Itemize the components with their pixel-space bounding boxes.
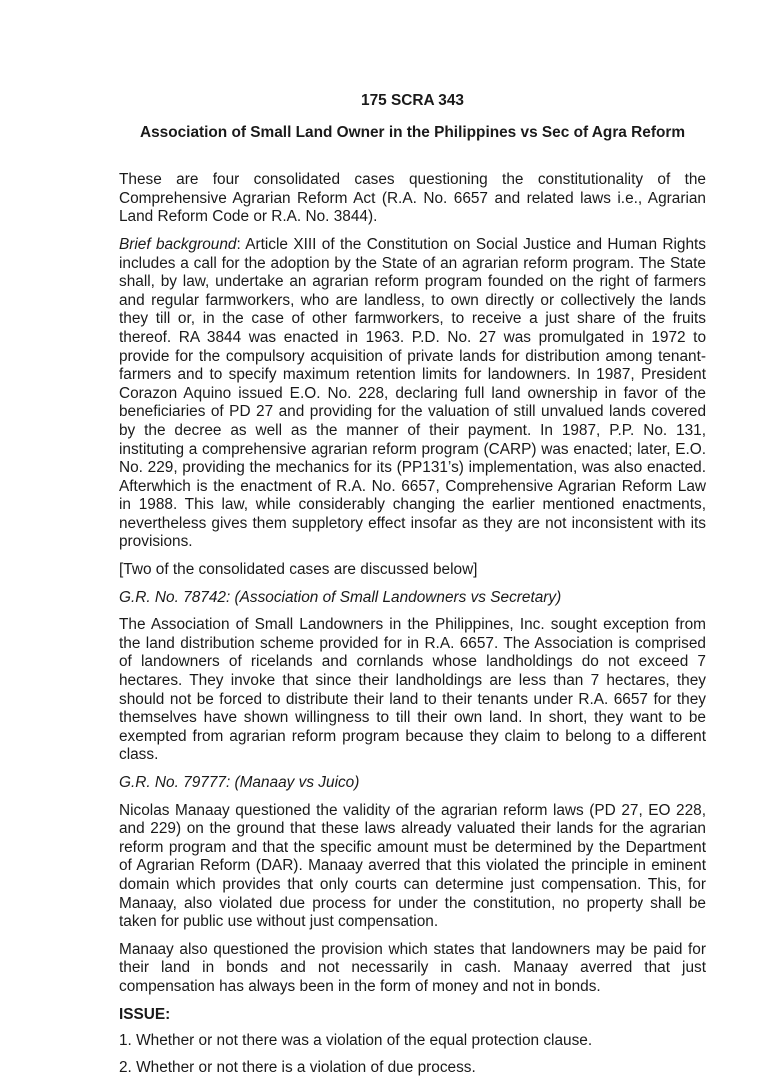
case2-paragraph-2: Manaay also questioned the provision which states that landowners may be paid for their land in bonds and not necessarily in cash. Manaay averred that just compensation has always been in the form of money and not in bonds. [119, 940, 706, 995]
issue-item: 1. Whether or not there was a violation of the equal protection clause. [119, 1032, 593, 1050]
issue-item: 2. Whether or not there is a violation of due process. [119, 1058, 476, 1076]
background-text: : Article XIII of the Constitution on Social Justice and Human Rights includes a call for the adoption by the State of an agrarian reform program. The State shall, by law, undertake an agrarian reform program founded on the right of farmers and regular farmworkers, who are landless, to own directly or collectively the lands they till or, in the case of other farmworkers, to receive a just share of the fruits thereof. RA 3844 was enacted in 1963. P.D. No. 27 was promulgated in 1972 to provide for the compulsory acquisition of private lands for distribution among tenant-farmers and to specify maximum retention limits for landowners. In 1987, President Corazon Aquino issued E.O. No. 228, declaring full land ownership in favor of the beneficiaries of PD 27 and providing for the valuation of still unvalued lands covered by the decree as well as the manner of their payment. In 1987, P.P. No. 131, instituting a comprehensive agrarian reform program (CARP) was enacted; later, E.O. No. 229, providing the mechanics for its (PP131’s) implementation, was also enacted. Afterwhich is the enactment of R.A. No. 6657, Comprehensive Agrarian Reform Law in 1988. This law, while considerably changing the earlier mentioned enactments, nevertheless gives them suppletory effect insofar as they are not inconsistent with its provisions. [119, 235, 706, 551]
case2-heading: G.R. No. 79777: (Manaay vs Juico) [119, 774, 360, 791]
case2-paragraph: Nicolas Manaay questioned the validity of the agrarian reform laws (PD 27, EO 228, and 229) on the ground that these laws already valuated their lands for the agrarian reform program and that the specific amount must be determined by the Department of Agrarian Reform (DAR). Manaay averred that this violated the principle in eminent domain which provides that only courts can determine just compensation. This, for Manaay, also violated due process for under the constitution, no property shall be taken for public use without just compensation. [119, 801, 706, 931]
issue-heading: ISSUE: [119, 1005, 171, 1023]
background-paragraph [119, 236, 706, 552]
document-body [119, 84, 706, 1077]
case-citation: 175 SCRA 343 [361, 92, 464, 109]
background-label: Brief background [119, 235, 237, 253]
intro-paragraph: These are four consolidated cases questioning the constitutionality of the Comprehensive Agrarian Reform Act (R.A. No. 6657 and related laws i.e., Agrarian Land Reform Code or R.A. No. 3844). [119, 171, 706, 226]
consolidated-note: [Two of the consolidated cases are discussed below] [119, 561, 478, 579]
case-title: Association of Small Land Owner in the Philippines vs Sec of Agra Reform [139, 123, 686, 141]
case1-heading: G.R. No. 78742: (Association of Small Landowners vs Secretary) [119, 588, 562, 606]
case1-paragraph: The Association of Small Landowners in the Philippines, Inc. sought exception from the land distribution scheme provided for in R.A. 6657. The Association is comprised of landowners of ricelands and cornlands whose landholdings do not exceed 7 hectares. They invoke that since their landholdings are less than 7 hectares, they should not be forced to distribute their land to their tenants under R.A. 6657 for they themselves have shown willingness to till their own land. In short, they want to be exempted from agrarian reform program because they claim to belong to a different class. [119, 616, 706, 764]
